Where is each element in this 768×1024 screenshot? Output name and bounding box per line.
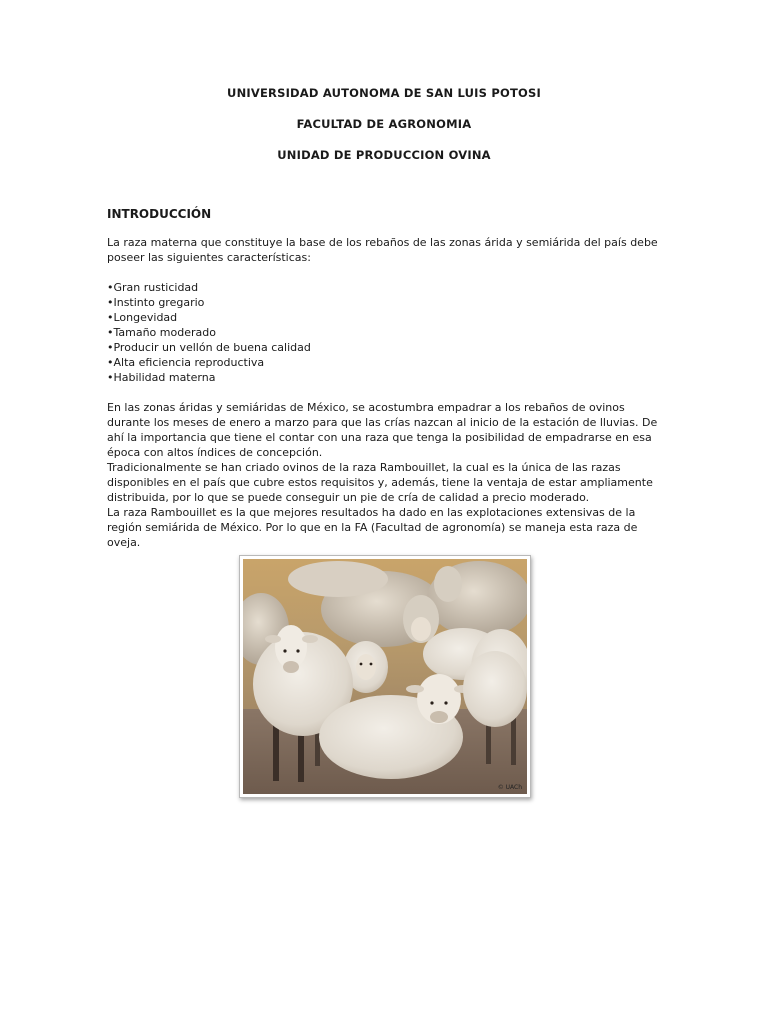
list-item: •Alta eficiencia reproductiva	[107, 356, 265, 369]
document-header	[0, 86, 768, 179]
paragraph-breeding-season: En las zonas áridas y semiáridas de México, se acostumbra empadrar a los rebaños de ovinos durante los meses de enero a marzo para que las crías nazcan al inicio de la estación de lluvias. De ahí la importancia que tiene el contar con una raza que tenga la posibilidad de empadrarse en esa época con altos índices de concepción.	[107, 401, 658, 459]
spacer	[107, 265, 667, 280]
document-body	[107, 235, 667, 550]
photo-credit: © UACh	[497, 784, 522, 791]
faculty-name: FACULTAD DE AGRONOMIA	[296, 117, 472, 131]
sheep-flock-illustration	[243, 559, 527, 794]
paragraph-rambouillet-tradition: Tradicionalmente se han criado ovinos de la raza Rambouillet, la cual es la única de las razas disponibles en el país que cubre estos requisitos y, además, tiene la ventaja de estar ampliamente distribuida, por lo que se puede conseguir un pie de cría de calidad a precio moderado.	[107, 461, 653, 504]
sheep-photo	[239, 555, 531, 798]
unit-name: UNIDAD DE PRODUCCION OVINA	[277, 148, 491, 162]
list-item: •Instinto gregario	[107, 296, 205, 309]
section-title: INTRODUCCIÓN	[107, 207, 212, 221]
list-item: •Habilidad materna	[107, 371, 216, 384]
list-item: •Producir un vellón de buena calidad	[107, 341, 311, 354]
intro-paragraph: La raza materna que constituye la base de los rebaños de las zonas árida y semiárida del país debe poseer las siguientes características:	[107, 236, 658, 264]
list-item: •Longevidad	[107, 311, 178, 324]
list-item: •Gran rusticidad	[107, 281, 199, 294]
characteristics-list	[107, 280, 667, 385]
university-name: UNIVERSIDAD AUTONOMA DE SAN LUIS POTOSI	[227, 86, 541, 100]
paragraph-rambouillet-results: La raza Rambouillet es la que mejores resultados ha dado en las explotaciones extensivas de la región semiárida de México. Por lo que en la FA (Facultad de agronomía) se maneja esta raza de oveja.	[107, 506, 638, 549]
spacer	[107, 385, 667, 400]
list-item: •Tamaño moderado	[107, 326, 216, 339]
